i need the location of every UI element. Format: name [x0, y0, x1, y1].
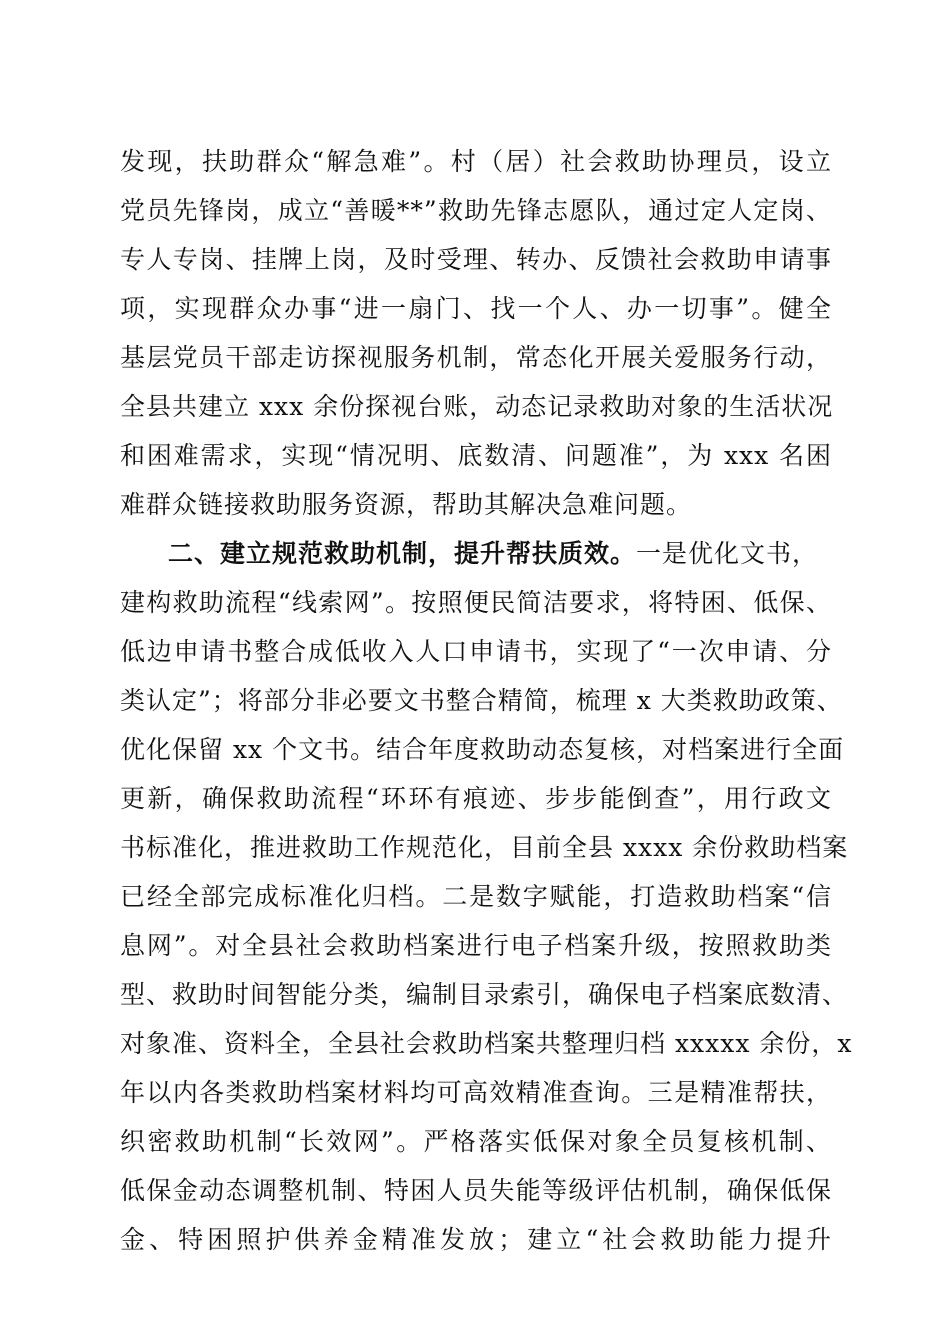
paragraph-1-line-2: 党员先锋岗，成立“善暖**”救助先锋志愿队，通过定人定岗、: [120, 196, 832, 225]
paragraph-2-line-2: 低边申请书整合成低收入人口申请书，实现了“一次申请、分: [120, 637, 832, 666]
paragraph-1-line-1: 发现，扶助群众“解急难”。村（居）社会救助协理员，设立: [120, 147, 832, 176]
paragraph-2-line-14: 金、特困照护供养金精准发放；建立“社会救助能力提升: [120, 1225, 832, 1254]
paragraph-1-line-6: 全县共建立 xxx 余份探视台账，动态记录救助对象的生活状况: [120, 392, 834, 421]
paragraph-2-line-6: 书标准化，推进救助工作规范化，目前全县 xxxx 余份救助档案: [120, 833, 849, 862]
paragraph-2-line-13: 低保金动态调整机制、特困人员失能等级评估机制，确保低保: [120, 1176, 832, 1205]
paragraph-1-line-3: 专人专岗、挂牌上岗，及时受理、转办、反馈社会救助申请事: [120, 245, 832, 274]
paragraph-2-line-8: 息网”。对全县社会救助档案进行电子档案升级，按照救助类: [120, 931, 832, 960]
paragraph-2-line-7: 已经全部完成标准化归档。二是数字赋能，打造救助档案“信: [120, 882, 832, 911]
section-2-heading: 二、建立规范救助机制，提升帮扶质效。: [168, 539, 637, 568]
paragraph-2-line-4: 优化保留 xx 个文书。结合年度救助动态复核，对档案进行全面: [120, 735, 845, 764]
paragraph-2-line-3: 类认定”；将部分非必要文书整合精简，梳理 x 大类救助政策、: [120, 686, 843, 715]
paragraph-1-line-7: 和困难需求，实现“情况明、底数清、问题准”，为 xxx 名困: [120, 441, 832, 470]
paragraph-2-line-12: 织密救助机制“长效网”。严格落实低保对象全员复核机制、: [120, 1127, 832, 1156]
paragraph-1-line-8: 难群众链接救助服务资源，帮助其解决急难问题。: [120, 490, 693, 519]
paragraph-2-line-5: 更新，确保救助流程“环环有痕迹、步步能倒查”，用行政文: [120, 784, 832, 813]
paragraph-1-line-4: 项，实现群众办事“进一扇门、找一个人、办一切事”。健全: [120, 294, 832, 323]
paragraph-2-line-9: 型、救助时间智能分类，编制目录索引，确保电子档案底数清、: [120, 980, 849, 1009]
paragraph-1-line-5: 基层党员干部走访探视服务机制，常态化开展关爱服务行动，: [120, 343, 832, 372]
paragraph-2-line-1: 建构救助流程“线索网”。按照便民简洁要求，将特困、低保、: [120, 588, 832, 617]
paragraph-2-line-11: 年以内各类救助档案材料均可高效精准查询。三是精准帮扶，: [120, 1078, 832, 1107]
section-2-first-line: [168, 534, 832, 574]
paragraph-2-line-10: 对象准、资料全，全县社会救助档案共整理归档 xxxxx 余份，x: [120, 1029, 853, 1058]
section-2-first-line-rest: 一是优化文书，: [636, 539, 819, 568]
